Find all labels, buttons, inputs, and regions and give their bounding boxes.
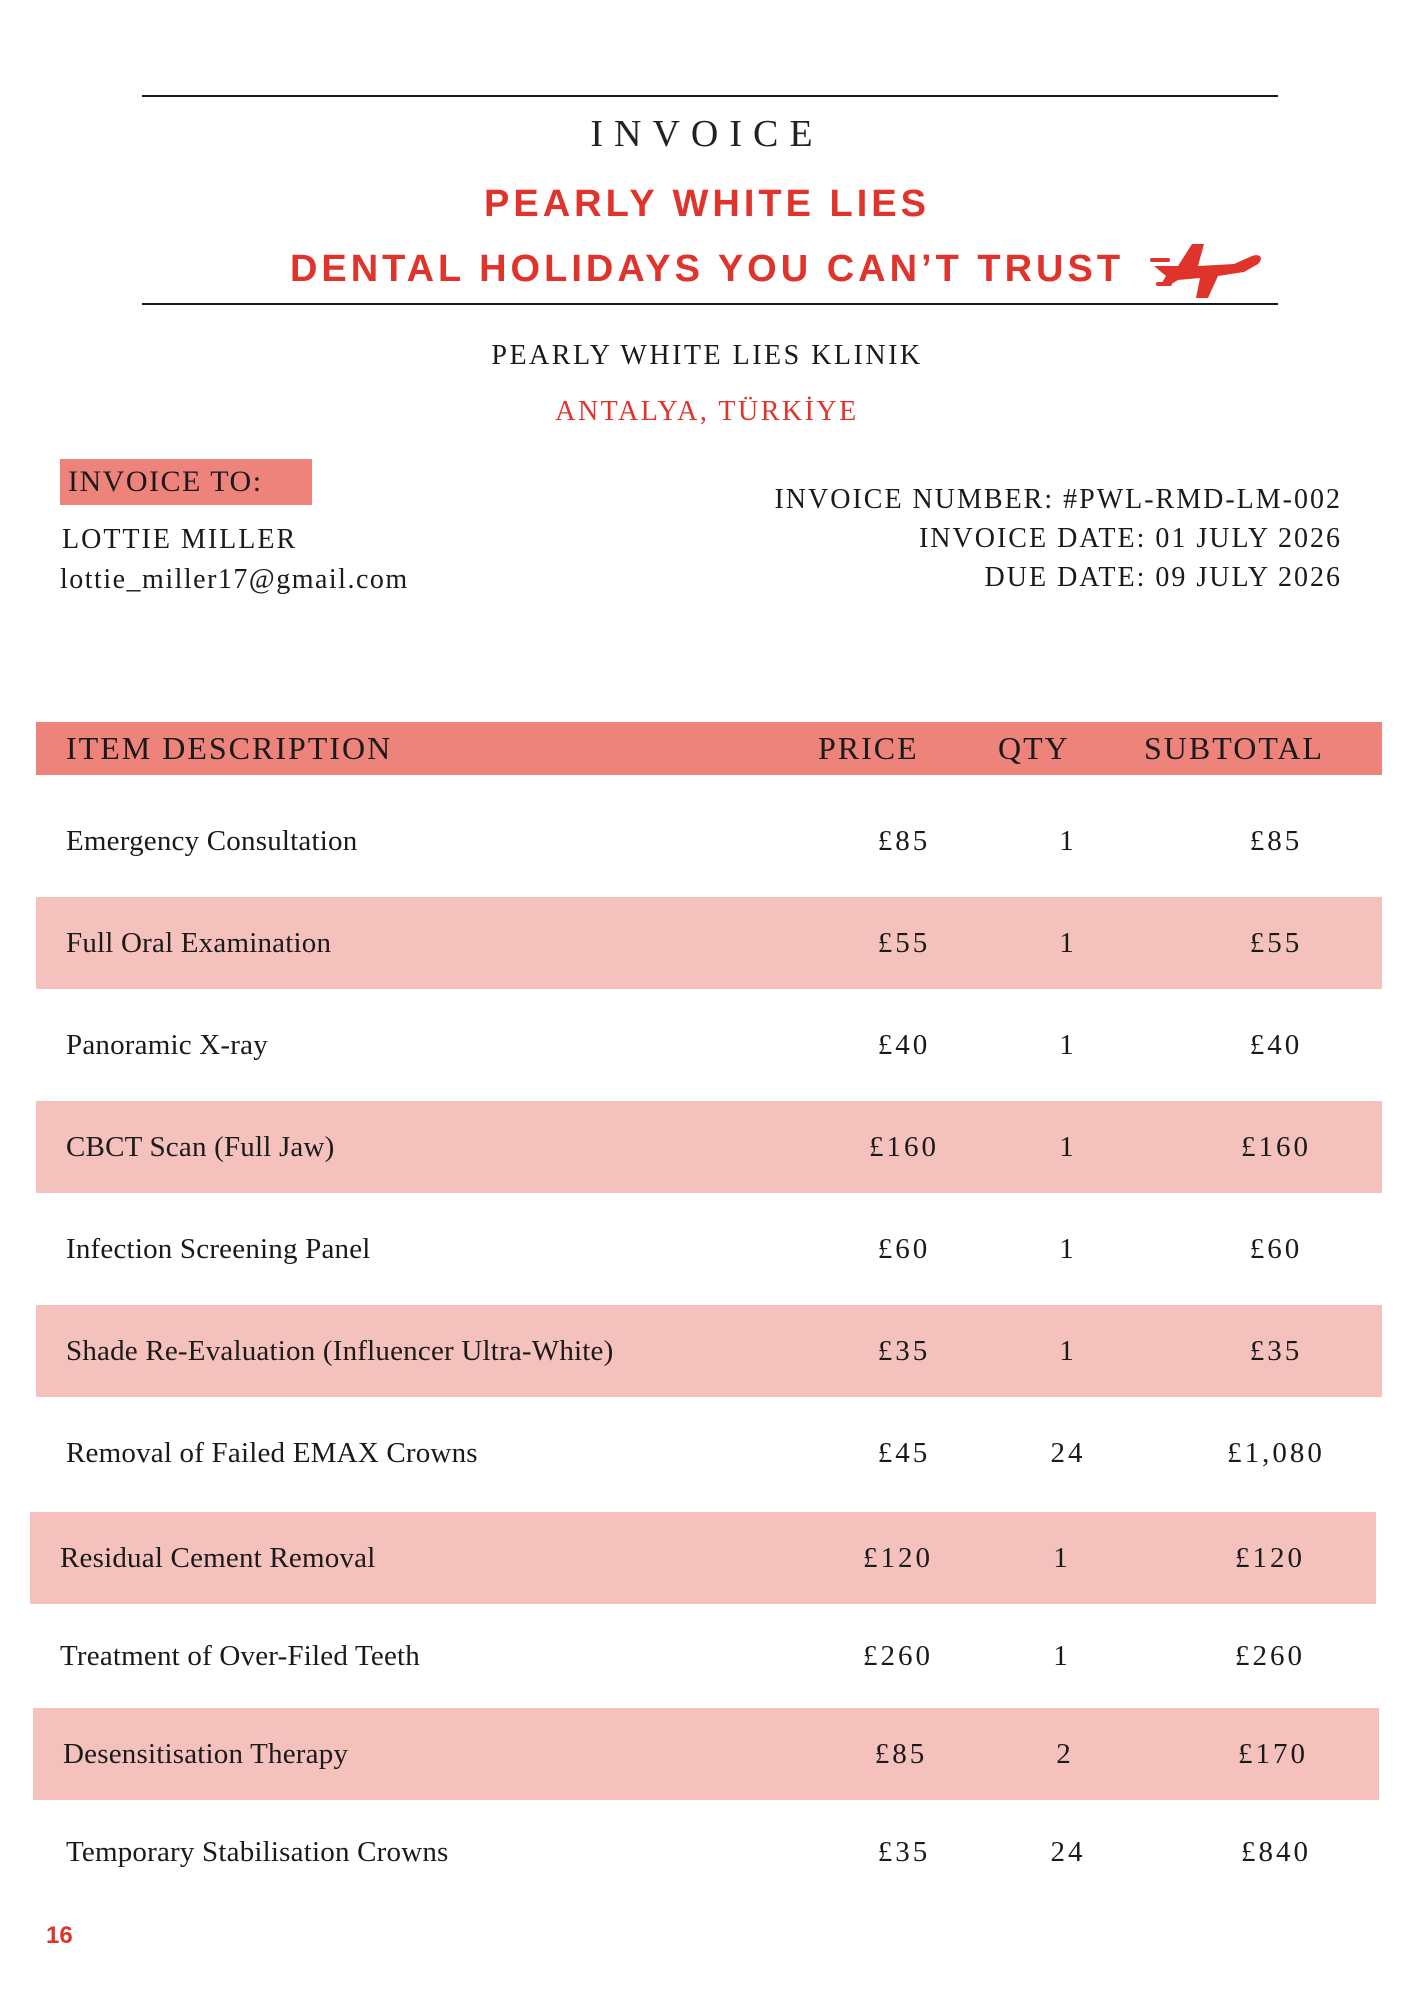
item-subtotal: £160 [1241,1131,1311,1163]
item-description: Removal of Failed EMAX Crowns [66,1437,478,1469]
item-qty: 2 [1056,1738,1074,1770]
item-price: £60 [877,1233,931,1265]
clinic-name: PEARLY WHITE LIES KLINIK [491,340,923,371]
table-row [36,999,1382,1091]
item-description: Shade Re-Evaluation (Influencer Ultra-White) [66,1335,614,1367]
item-price: £120 [863,1542,933,1574]
item-description: Full Oral Examination [66,927,332,959]
table-header [36,722,1382,775]
item-qty: 1 [1059,1335,1077,1367]
item-price: £35 [877,1335,931,1367]
client-email: lottie_miller17@gmail.com [60,564,409,595]
column-header-price: PRICE [818,730,919,766]
item-subtotal: £1,080 [1227,1437,1325,1469]
clinic-location: ANTALYA, TÜRKİYE [555,396,859,427]
item-qty: 24 [1050,1836,1086,1868]
table-row [30,1512,1376,1604]
table-row [36,1101,1382,1193]
column-header-subtotal: SUBTOTAL [1144,730,1324,766]
column-header-qty: QTY [998,730,1070,766]
item-subtotal: £120 [1235,1542,1305,1574]
invoice-date: INVOICE DATE: 01 JULY 2026 [918,523,1342,554]
invoice-number: INVOICE NUMBER: #PWL-RMD-LM-002 [774,484,1342,515]
item-description: Infection Screening Panel [66,1233,371,1265]
item-description: Temporary Stabilisation Crowns [66,1836,449,1868]
item-subtotal: £170 [1238,1738,1308,1770]
invoice-to-badge: INVOICE TO: [60,459,312,505]
item-description: Desensitisation Therapy [63,1738,349,1770]
page-number: 16 [46,1922,73,1949]
table-row [36,1203,1382,1295]
item-subtotal: £840 [1241,1836,1311,1868]
item-description: Panoramic X-ray [66,1029,268,1061]
due-date: DUE DATE: 09 JULY 2026 [984,562,1342,593]
table-row [36,1407,1382,1499]
item-description: CBCT Scan (Full Jaw) [66,1131,335,1163]
item-description: Emergency Consultation [66,825,358,857]
item-qty: 1 [1059,825,1077,857]
item-price: £55 [877,927,931,959]
table-row [36,1806,1382,1898]
header-rule-bottom [142,303,1278,305]
item-subtotal: £85 [1249,825,1303,857]
item-description: Residual Cement Removal [60,1542,376,1574]
item-qty: 24 [1050,1437,1086,1469]
item-subtotal: £60 [1249,1233,1303,1265]
item-price: £40 [877,1029,931,1061]
brand-tagline: DENTAL HOLIDAYS YOU CAN’T TRUST [289,248,1125,290]
table-row [30,1610,1376,1702]
item-qty: 1 [1053,1542,1071,1574]
item-price: £85 [877,825,931,857]
airplane-icon [1148,236,1264,302]
brand-name: PEARLY WHITE LIES [484,183,930,225]
item-qty: 1 [1059,1029,1077,1061]
client-name: LOTTIE MILLER [62,524,298,555]
item-price: £35 [877,1836,931,1868]
item-qty: 1 [1059,1131,1077,1163]
column-header-description: ITEM DESCRIPTION [66,730,393,766]
item-subtotal: £260 [1235,1640,1305,1672]
table-row [36,897,1382,989]
item-qty: 1 [1059,927,1077,959]
item-price: £260 [863,1640,933,1672]
table-row [36,1305,1382,1397]
item-description: Treatment of Over-Filed Teeth [60,1640,420,1672]
item-subtotal: £35 [1249,1335,1303,1367]
item-qty: 1 [1059,1233,1077,1265]
header-rule-top [142,95,1278,97]
table-row [33,1708,1379,1800]
table-row [36,795,1382,887]
item-price: £85 [874,1738,928,1770]
item-price: £160 [869,1131,939,1163]
item-subtotal: £40 [1249,1029,1303,1061]
item-subtotal: £55 [1249,927,1303,959]
item-price: £45 [877,1437,931,1469]
item-qty: 1 [1053,1640,1071,1672]
document-title: INVOICE [590,113,824,155]
